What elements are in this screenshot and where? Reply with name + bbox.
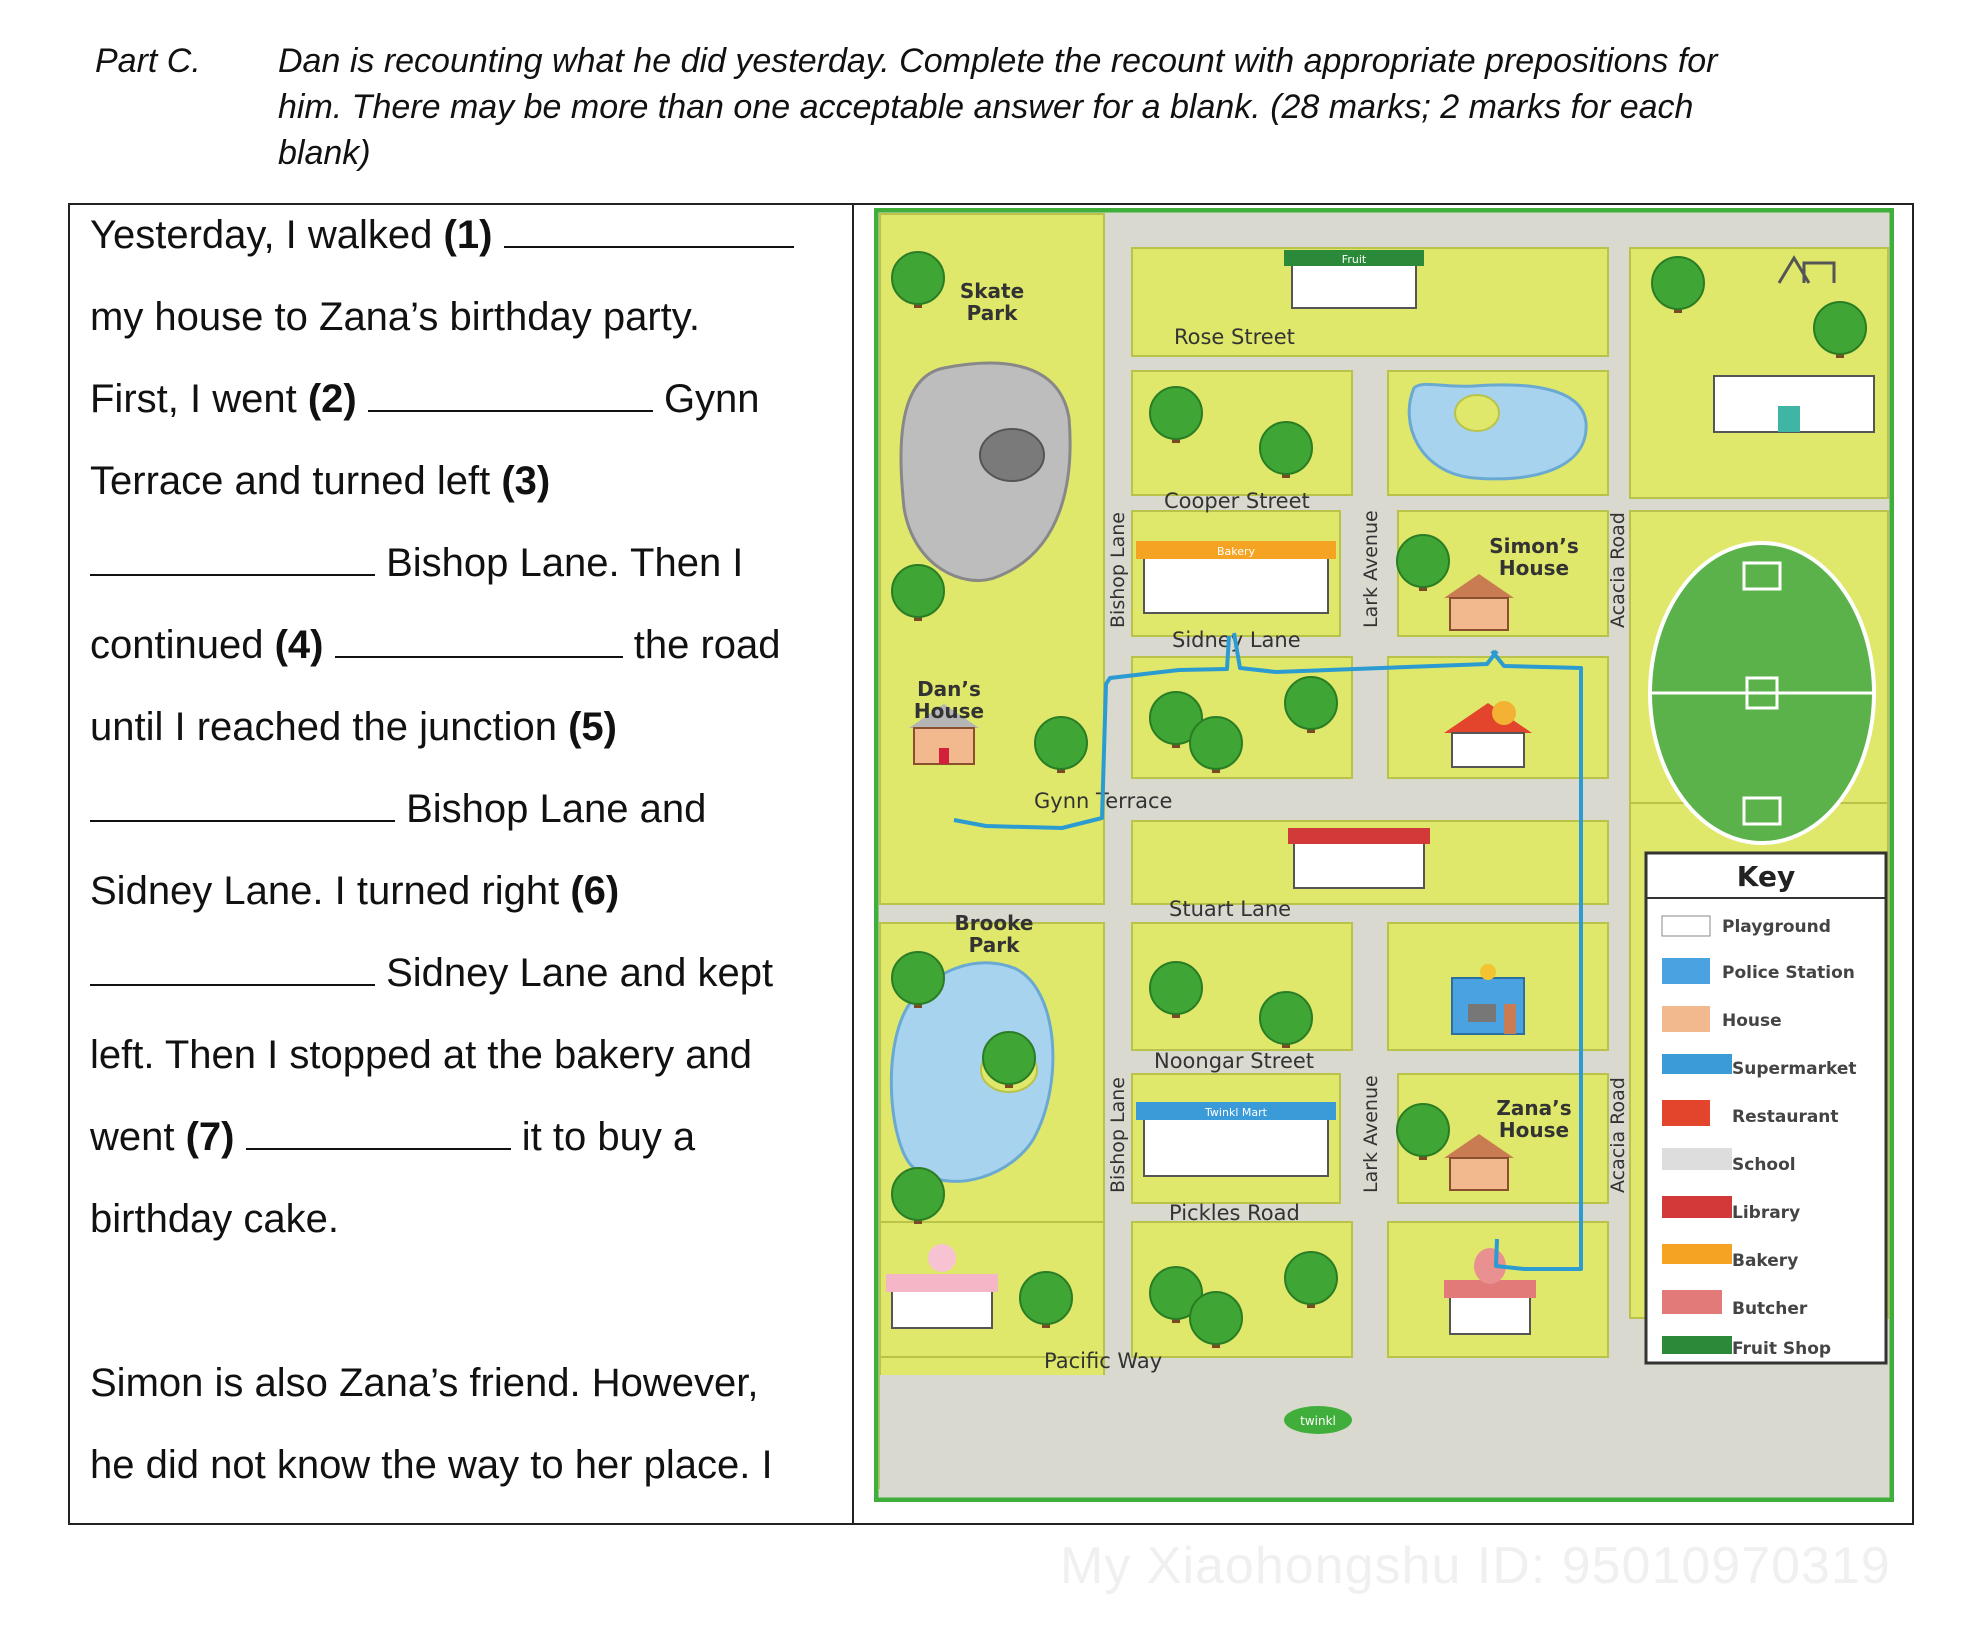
answer-blank-1[interactable] (504, 222, 794, 248)
street-label: Gynn Terrace (1034, 789, 1173, 813)
recount-line: left. Then I stopped at the bakery and (90, 1033, 752, 1077)
key-item: Fruit Shop (1732, 1339, 1832, 1359)
answer-blank-7[interactable] (246, 1124, 511, 1150)
street-label: Bishop Lane (1107, 1077, 1129, 1193)
place-label: Zana’s (1496, 1096, 1572, 1120)
place-label: Park (968, 933, 1020, 957)
street-label: Pacific Way (1044, 1349, 1163, 1373)
key-swatch (1662, 1100, 1710, 1126)
key-swatch (1662, 1290, 1722, 1314)
street-label: Sidney Lane (1172, 628, 1301, 652)
key-item: Supermarket (1732, 1059, 1857, 1079)
street-label: Noongar Street (1154, 1049, 1315, 1073)
svg-text:twinkl: twinkl (1300, 1414, 1336, 1428)
answer-blank-5[interactable] (90, 796, 395, 822)
key-item: School (1732, 1155, 1796, 1175)
instruction-line: blank) (278, 134, 371, 172)
key-title: Key (1736, 860, 1796, 893)
pacific-way-road (880, 1375, 1888, 1493)
place-label: Skate (959, 279, 1025, 303)
skate-hole (980, 429, 1044, 481)
library (1288, 828, 1430, 888)
key-item: Library (1732, 1203, 1801, 1223)
street-label: Cooper Street (1164, 489, 1310, 513)
answer-blank-3[interactable] (90, 550, 375, 576)
instruction-line: him. There may be more than one acceptable answer for a blank. (28 marks; 2 marks for each (278, 88, 1694, 126)
key-swatch (1662, 1054, 1732, 1074)
recount-line: Yesterday, I walked (1) (90, 213, 794, 258)
key-item: Playground (1722, 917, 1831, 937)
place-label: Simon’s (1489, 534, 1579, 558)
key-item: Restaurant (1732, 1107, 1839, 1127)
bakery (1136, 541, 1336, 613)
place-label: Brooke (954, 911, 1034, 935)
answer-blank-2[interactable] (368, 386, 653, 412)
place-label: Park (966, 301, 1018, 325)
place-label: House (1498, 1118, 1570, 1142)
key-item: House (1722, 1011, 1782, 1031)
part-label: Part C. (95, 42, 201, 80)
answer-blank-4[interactable] (335, 632, 623, 658)
street-label: Stuart Lane (1169, 897, 1292, 921)
twinkl-mart (1136, 1102, 1336, 1176)
map-key (1646, 853, 1886, 1363)
recount-line: Sidney Lane and kept (90, 951, 773, 996)
instruction-text (278, 38, 1878, 176)
fruit-sign: Fruit (1341, 253, 1367, 266)
column-divider (852, 205, 854, 1523)
town-map (874, 208, 1894, 1502)
answer-blank-6[interactable] (90, 960, 375, 986)
key-item: Butcher (1732, 1299, 1808, 1319)
recount-line: Simon is also Zana’s friend. However, (90, 1361, 759, 1405)
recount-line: went (7) it to buy a (90, 1115, 696, 1159)
street-label: Pickles Road (1169, 1201, 1300, 1225)
place-label: House (913, 699, 985, 723)
twinkl-mart-sign: Twinkl Mart (1205, 1106, 1267, 1119)
key-swatch (1662, 1148, 1732, 1170)
street-label: Rose Street (1174, 325, 1295, 349)
watermark: My Xiaohongshu ID: 95010970319 (1060, 1537, 1891, 1595)
place-label: Dan’s (917, 677, 981, 701)
key-swatch (1662, 958, 1710, 984)
key-swatch (1662, 1196, 1732, 1218)
street-label: Lark Avenue (1360, 510, 1382, 628)
key-swatch (1662, 916, 1710, 936)
key-item: Police Station (1722, 963, 1855, 983)
exercise-table (68, 203, 1914, 1525)
recount-line: continued (4) the road (90, 623, 781, 667)
recount-line: until I reached the junction (5) (90, 705, 617, 749)
pond-island (1455, 395, 1499, 431)
key-swatch (1662, 1006, 1710, 1032)
street-label: Acacia Road (1607, 1077, 1629, 1193)
street-label: Lark Avenue (1360, 1075, 1382, 1193)
recount-line: First, I went (2) Gynn (90, 377, 760, 421)
street-label: Acacia Road (1607, 512, 1629, 628)
recount-line: Bishop Lane and (90, 787, 706, 832)
pond (1409, 384, 1586, 479)
street-label: Bishop Lane (1107, 512, 1129, 628)
instruction-line: Dan is recounting what he did yesterday. Complete the recount with appropriate prepositions for (278, 42, 1718, 80)
recount-line: he did not know the way to her place. I (90, 1443, 773, 1487)
key-swatch (1662, 1244, 1732, 1264)
recount-line: Sidney Lane. I turned right (6) (90, 869, 620, 913)
key-item: Bakery (1732, 1251, 1799, 1271)
school (1714, 376, 1874, 432)
bakery-sign: Bakery (1216, 545, 1256, 558)
twinkl-logo (1284, 1406, 1352, 1434)
recount-line: my house to Zana’s birthday party. (90, 295, 700, 339)
place-label: House (1498, 556, 1570, 580)
recount-line: birthday cake. (90, 1197, 340, 1241)
fruit-shop (1284, 250, 1424, 308)
recount-line: Terrace and turned left (3) (90, 459, 551, 503)
key-swatch (1662, 1336, 1732, 1354)
recount-line: Bishop Lane. Then I (90, 541, 743, 586)
